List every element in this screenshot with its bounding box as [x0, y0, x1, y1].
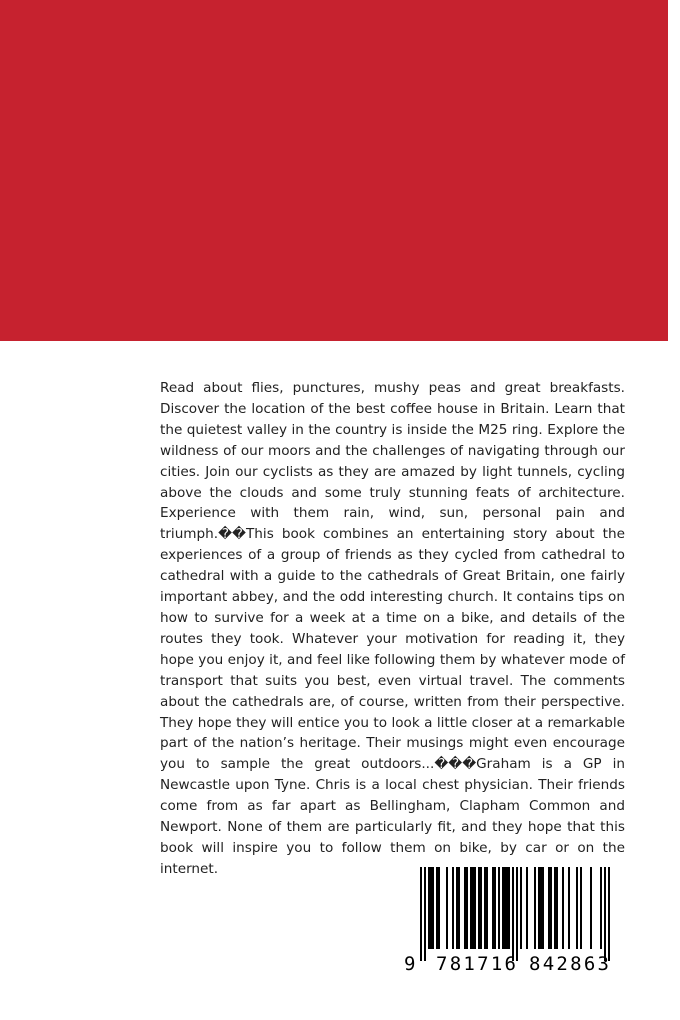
- barcode-left-digits: 781716: [436, 953, 516, 975]
- barcode-bar: [542, 867, 544, 949]
- barcode-bar: [504, 867, 506, 949]
- red-color-panel: [0, 0, 668, 341]
- barcode-bar: [600, 867, 602, 949]
- barcode-bar: [428, 867, 430, 949]
- barcode-bar: [516, 867, 518, 961]
- barcode-bar: [604, 867, 606, 961]
- barcode-bar: [452, 867, 454, 949]
- barcode-bar: [470, 867, 472, 949]
- barcode-bar: [458, 867, 460, 949]
- barcode-bar: [464, 867, 466, 949]
- barcode-bar: [534, 867, 536, 949]
- barcode-bar: [420, 867, 422, 961]
- barcode-bar: [446, 867, 448, 949]
- barcode-bar: [474, 867, 476, 949]
- barcode-bar: [548, 867, 550, 949]
- barcode-bar: [498, 867, 500, 949]
- barcode-bar: [554, 867, 556, 949]
- barcode-bar: [550, 867, 552, 949]
- barcode-right-digits: 842863: [529, 953, 609, 975]
- barcode-bar: [590, 867, 592, 949]
- barcode-bar: [568, 867, 570, 949]
- barcode-bar: [576, 867, 578, 949]
- barcode-bar: [480, 867, 482, 949]
- barcode-bar: [438, 867, 440, 949]
- barcode-bar: [430, 867, 432, 949]
- barcode-bar: [520, 867, 522, 949]
- barcode-bar: [580, 867, 582, 949]
- barcode-lead-digit: 9: [404, 953, 416, 975]
- barcode-bar: [486, 867, 488, 949]
- barcode-bar: [494, 867, 496, 949]
- barcode-bar: [512, 867, 514, 961]
- barcode-bar: [540, 867, 542, 949]
- barcode-bar: [556, 867, 558, 949]
- barcode-bar: [608, 867, 610, 961]
- barcode-bar: [492, 867, 494, 949]
- barcode-bar: [436, 867, 438, 949]
- barcode-bar: [526, 867, 528, 949]
- barcode-bar: [508, 867, 510, 949]
- blurb-text: Read about flies, punctures, mushy peas and great breakfasts. Discover the location of the best coffee house in Britain. Learn that the quietest valley in the country is inside the M25 ring. Explore the wildness of our moors and the challenges of navigating through our cities. Join our cyclists as they are amazed by light tunnels, cycling above the clouds and some truly stunning feats of architecture. Experience with them rain, wind, sun, personal pain and triumph.��This book combines an entertaining story about the experiences of a group of friends as they cycled from cathedral to cathedral with a guide to the cathedrals of Great Britain, one fairly important abbey, and the odd interesting church. It contains tips on how to survive for a week at a time on a bike, and details of the routes they took. Whatever your motivation for reading it, they hope you enjoy it, and feel like following them by whatever mode of transport that suits you best, even virtual travel. The comments about the cathedrals are, of course, written from their perspective. They hope they will entice you to look a little closer at a remarkable part of the nation’s heritage. Their musings might even encourage you to sample the great outdoors...���Graham is a GP in Newcastle upon Tyne. Chris is a local chest physician. Their friends come from as far apart as Bellingham, Clapham Common and Newport. None of them are particularly fit, and they hope that this book will inspire you to follow them on bike, by car or on the internet.: [160, 380, 625, 877]
- barcode-bar: [478, 867, 480, 949]
- barcode-bar: [472, 867, 474, 949]
- barcode-graphic: [402, 863, 632, 981]
- barcode-bar: [538, 867, 540, 949]
- barcode-bar: [506, 867, 508, 949]
- barcode-bar: [502, 867, 504, 949]
- barcode-bar: [562, 867, 564, 949]
- isbn-barcode: [402, 863, 632, 981]
- barcode-bar: [456, 867, 458, 949]
- barcode-bar: [424, 867, 426, 961]
- barcode-bar: [484, 867, 486, 949]
- barcode-bar: [466, 867, 468, 949]
- barcode-bars: [420, 867, 610, 961]
- barcode-bar: [432, 867, 434, 949]
